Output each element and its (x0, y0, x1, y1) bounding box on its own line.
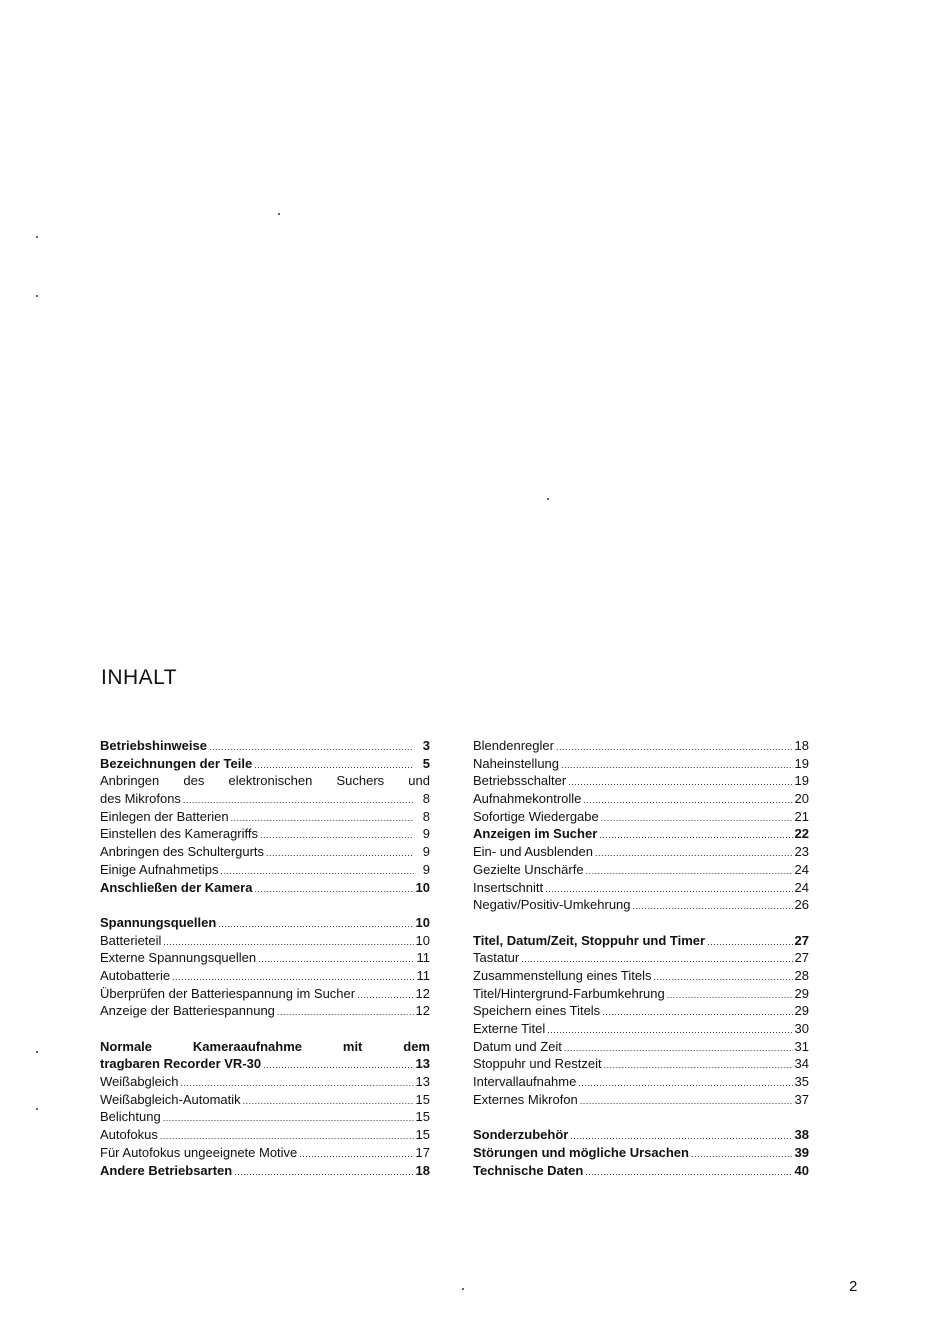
toc-entry-page: 8 (422, 808, 430, 824)
toc-entry-title: Intervallaufnahme (473, 1074, 577, 1090)
toc-entry (473, 755, 809, 773)
toc-entry-title: Gezielte Unschärfe (473, 861, 584, 877)
dot-leader (570, 1126, 792, 1144)
toc-entry (100, 790, 430, 808)
dot-leader (254, 879, 413, 897)
toc-entry (100, 1073, 430, 1091)
toc-entry-page: 10 (415, 914, 430, 930)
toc-entry (473, 1020, 809, 1038)
toc-entry-title: Sofortige Wiedergabe (473, 808, 599, 824)
toc-entry-title: Überprüfen der Batteriespannung im Sucher (100, 985, 356, 1001)
dot-leader (160, 1126, 414, 1144)
dot-leader (221, 861, 414, 879)
dot-leader (266, 843, 414, 861)
toc-entry (100, 1055, 430, 1073)
toc-entry (473, 985, 809, 1003)
dot-leader (602, 1002, 792, 1020)
dot-leader (163, 1108, 414, 1126)
scan-speck (36, 295, 38, 297)
toc-entry (100, 1126, 430, 1144)
dot-leader (604, 1055, 793, 1073)
toc-entry (473, 896, 809, 914)
toc-entry-page: 13 (415, 1056, 430, 1072)
toc-entry (473, 932, 809, 950)
toc-entry-page: 15 (415, 1127, 430, 1143)
toc-entry (100, 825, 430, 843)
toc-entry (473, 772, 809, 790)
toc-entry-page: 27 (794, 950, 809, 966)
dot-leader (601, 808, 793, 826)
toc-entry (100, 1002, 430, 1020)
toc-entry (473, 825, 809, 843)
toc-entry-page: 19 (794, 755, 809, 771)
toc-entry-page: 12 (415, 985, 430, 1001)
dot-leader (545, 879, 792, 897)
toc-entry-page: 18 (415, 1162, 430, 1178)
toc-entry-title: Bezeichnungen der Teile (100, 755, 253, 771)
dot-leader (521, 949, 792, 967)
toc-entry (100, 1144, 430, 1162)
toc-entry (100, 985, 430, 1003)
toc-entry (100, 1091, 430, 1109)
toc-entry-title: Externes Mikrofon (473, 1091, 578, 1107)
toc-entry (473, 1144, 809, 1162)
toc-entry-title: Titel/Hintergrund-Farbumkehrung (473, 985, 665, 1001)
toc-entry-page: 39 (794, 1144, 809, 1160)
page-title: INHALT (101, 666, 178, 689)
toc-entry (473, 1002, 809, 1020)
toc-entry-page: 8 (422, 791, 430, 807)
toc-entry-title: Zusammenstellung eines Titels (473, 967, 652, 983)
toc-entry-page: 21 (794, 808, 809, 824)
dot-leader (163, 932, 413, 950)
toc-entry-title: Technische Daten (473, 1162, 584, 1178)
toc-entry (473, 967, 809, 985)
dot-leader (633, 896, 793, 914)
toc-entry (473, 861, 809, 879)
toc-entry-title: tragbaren Recorder VR-30 (100, 1056, 262, 1072)
toc-entry-page: 10 (415, 879, 430, 895)
toc-entry (100, 772, 430, 790)
dot-leader (234, 1162, 413, 1180)
dot-leader (561, 755, 793, 773)
dot-leader (599, 825, 792, 843)
toc-entry-title: Anzeige der Batteriespannung (100, 1003, 275, 1019)
toc-entry (100, 1108, 430, 1126)
toc-entry (473, 737, 809, 755)
toc-entry (100, 861, 430, 879)
dot-leader (172, 967, 414, 985)
toc-entry (100, 967, 430, 985)
toc-entry-page: 17 (415, 1144, 430, 1160)
toc-entry-page: 24 (794, 861, 809, 877)
dot-leader (243, 1091, 414, 1109)
dot-leader (583, 790, 792, 808)
dot-leader (254, 755, 414, 773)
toc-entry-title: Autofokus (100, 1127, 158, 1143)
toc-entry-title: Naheinstellung (473, 755, 560, 771)
toc-entry-title: Einstellen des Kameragriffs (100, 826, 259, 842)
toc-entry (473, 843, 809, 861)
toc-entry (473, 1055, 809, 1073)
toc-entry (473, 949, 809, 967)
toc-entry-page: 13 (415, 1074, 430, 1090)
toc-entry-title: Datum und Zeit (473, 1038, 562, 1054)
toc-entry-title: Anbringen des Schultergurts (100, 844, 265, 860)
toc-left-column (100, 737, 430, 1179)
toc-entry-title: Weißabgleich-Automatik (100, 1091, 241, 1107)
toc-entry-page: 30 (794, 1021, 809, 1036)
dot-leader (707, 932, 792, 950)
toc-entry (473, 790, 809, 808)
toc-entry (100, 755, 430, 773)
scan-speck (36, 1051, 38, 1053)
toc-entry-page: 22 (794, 826, 809, 842)
toc-entry-page: 12 (415, 1003, 430, 1019)
toc-entry-title: Externe Spannungsquellen (100, 950, 257, 966)
toc-entry-title: Betriebsschalter (473, 773, 567, 789)
toc-entry-title: Externe Titel (473, 1021, 546, 1036)
toc-entry (473, 1126, 809, 1144)
toc-entry (100, 914, 430, 932)
dot-leader (568, 772, 792, 790)
toc-entry-title: Speichern eines Titels (473, 1003, 601, 1019)
toc-entry-title: Blendenregler (473, 738, 554, 753)
scan-speck (36, 236, 38, 238)
toc-entry-page: 40 (794, 1162, 809, 1178)
toc-entry-page: 31 (794, 1038, 809, 1054)
toc-entry-title: Negativ/Positiv-Umkehrung (473, 897, 631, 913)
toc-entry-page: 15 (415, 1109, 430, 1125)
toc-entry-page: 9 (422, 844, 430, 860)
toc-entry-page: 37 (794, 1091, 809, 1107)
toc-entry-page: 3 (422, 738, 430, 753)
toc-entry-page: 11 (416, 950, 430, 966)
toc-entry (100, 1162, 430, 1180)
toc-entry-page: 34 (794, 1056, 809, 1072)
toc-entry-title: Für Autofokus ungeeignete Motive (100, 1144, 298, 1160)
toc-entry (100, 879, 430, 897)
toc-entry-title: Einlegen der Batterien (100, 808, 229, 824)
toc-entry-title: Sonderzubehör (473, 1127, 569, 1143)
dot-leader (585, 1162, 792, 1180)
toc-entry-title: Titel, Datum/Zeit, Stoppuhr und Timer (473, 932, 706, 948)
dot-leader (586, 861, 793, 879)
toc-entry-page: 11 (416, 967, 430, 983)
dot-leader (667, 985, 793, 1003)
toc-entry-title: Belichtung (100, 1109, 161, 1125)
dot-leader (653, 967, 792, 985)
toc-entry-title: Spannungsquellen (100, 914, 217, 930)
toc-entry-page: 20 (794, 791, 809, 807)
toc-right-column (473, 737, 809, 1179)
toc-entry-page: 26 (794, 897, 809, 913)
scan-speck (547, 498, 549, 500)
toc-entry-page: 28 (794, 967, 809, 983)
toc-entry (473, 808, 809, 826)
toc-entry (473, 1162, 809, 1180)
scan-speck (278, 213, 280, 215)
dot-leader (183, 790, 414, 808)
dot-leader (263, 1055, 413, 1073)
dot-leader (580, 1091, 793, 1109)
toc-entry-title: des Mikrofons (100, 791, 181, 807)
toc-entry (473, 1091, 809, 1109)
toc-entry-page: 19 (794, 773, 809, 789)
toc-entry-title: Autobatterie (100, 967, 171, 983)
dot-leader (547, 1020, 792, 1038)
toc-entry-page: 10 (415, 932, 430, 948)
toc-entry-page: 18 (794, 738, 809, 753)
dot-leader (218, 914, 413, 932)
toc-entry-page: 29 (794, 1003, 809, 1019)
toc-entry (100, 737, 430, 755)
dot-leader (181, 1073, 414, 1091)
toc-entry-title: Betriebshinweise (100, 738, 207, 753)
toc-entry (473, 1038, 809, 1056)
toc-entry-title: Weißabgleich (100, 1074, 179, 1090)
toc-entry-title: Andere Betriebsarten (100, 1162, 233, 1178)
dot-leader (277, 1002, 414, 1020)
toc-entry (100, 949, 430, 967)
toc-entry-page: 38 (794, 1127, 809, 1143)
toc-entry-page: 35 (794, 1074, 809, 1090)
dot-leader (595, 843, 793, 861)
toc-entry-page: 9 (422, 826, 430, 842)
toc-entry (100, 808, 430, 826)
dot-leader (564, 1038, 793, 1056)
toc-entry-page: 24 (794, 879, 809, 895)
dot-leader (231, 808, 414, 826)
toc-entry-title: Aufnahmekontrolle (473, 791, 582, 807)
toc-entry (100, 843, 430, 861)
toc-entry-title: Insertschnitt (473, 879, 544, 895)
dot-leader (357, 985, 413, 1003)
toc-entry-title: Tastatur (473, 950, 520, 966)
toc-entry-page: 29 (794, 985, 809, 1001)
dot-leader (258, 949, 414, 967)
dot-leader (209, 737, 414, 755)
page-number: 2 (849, 1278, 858, 1295)
toc-entry-title: Störungen und mögliche Ursachen (473, 1144, 689, 1160)
toc-entry-title: Stoppuhr und Restzeit (473, 1056, 602, 1072)
toc-entry (473, 879, 809, 897)
dot-leader (556, 737, 793, 755)
scan-speck (462, 1288, 464, 1290)
toc-entry-page: 27 (794, 932, 809, 948)
toc-entry-page: 9 (422, 861, 430, 877)
toc-entry-title: Ein- und Ausblenden (473, 844, 593, 860)
toc-entry-title: Einige Aufnahmetips (100, 861, 219, 877)
dot-leader (260, 825, 414, 843)
toc-entry-page: 23 (794, 844, 809, 860)
toc-entry-page: 15 (415, 1091, 430, 1107)
toc-entry (100, 1038, 430, 1056)
scan-speck (36, 1108, 38, 1110)
dot-leader (578, 1073, 792, 1091)
toc-entry-title: Anschließen der Kamera (100, 879, 253, 895)
toc-entry-title: Batterieteil (100, 932, 162, 948)
toc-entry-page: 5 (422, 755, 430, 771)
toc-entry (100, 932, 430, 950)
toc-entry-title: Anbringen des elektronischen Suchers und (100, 773, 430, 789)
dot-leader (691, 1144, 793, 1162)
dot-leader (299, 1144, 413, 1162)
toc-entry-title: Anzeigen im Sucher (473, 826, 598, 842)
toc-entry (473, 1073, 809, 1091)
toc-entry-title: Normale Kameraaufnahme mit dem (100, 1038, 430, 1054)
